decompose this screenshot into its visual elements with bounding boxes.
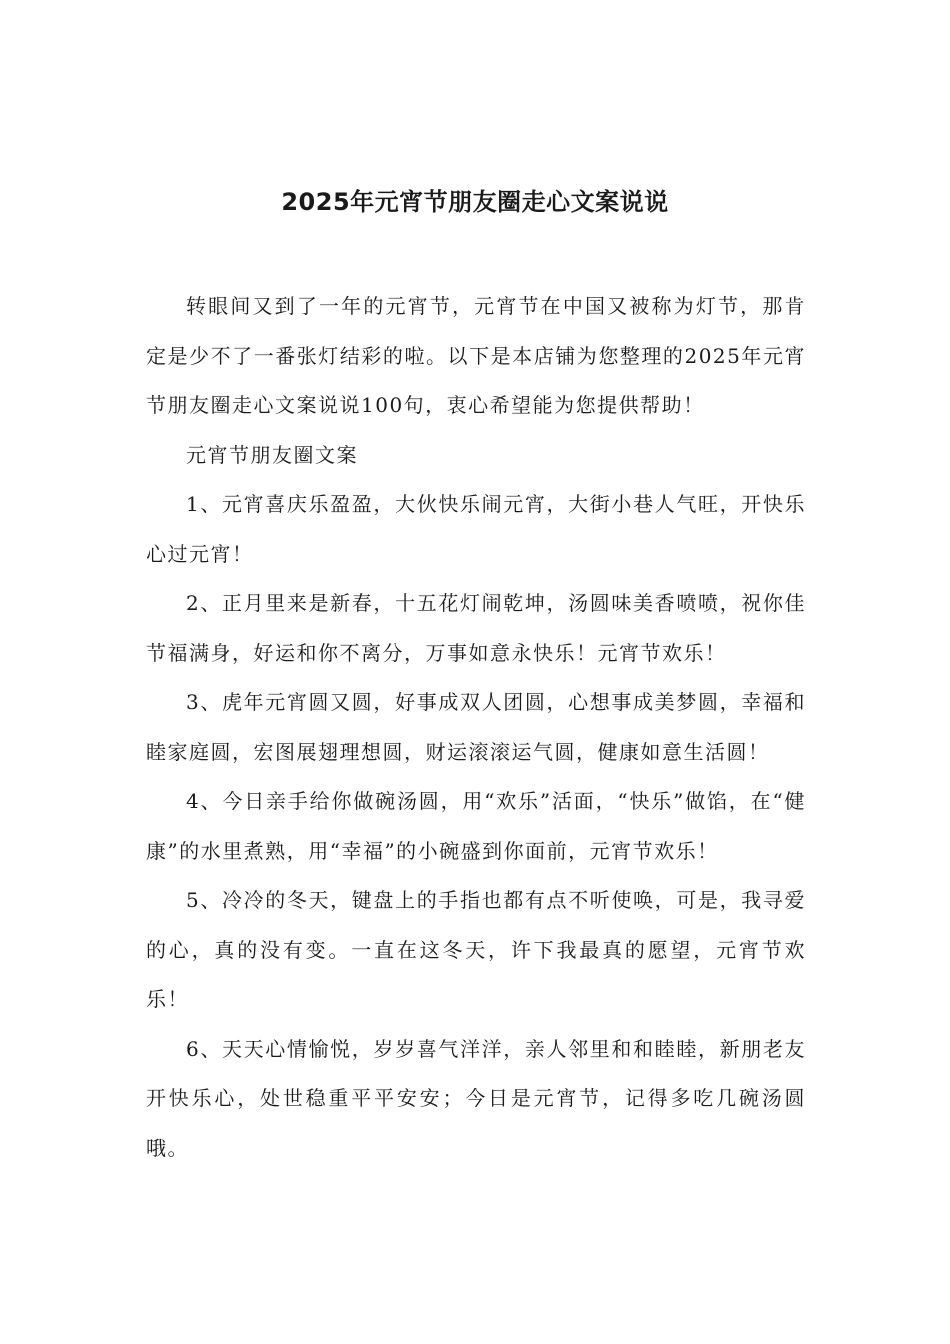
list-item: 2、正月里来是新春，十五花灯闹乾坤，汤圆味美香喷喷，祝你佳节福满身，好运和你不离分，万事如意永快乐！元宵节欢乐！ (146, 591, 806, 665)
document-title: 2025年元宵节朋友圈走心文案说说 (281, 188, 669, 216)
list-item: 6、天天心情愉悦，岁岁喜气洋洋，亲人邻里和和睦睦，新朋老友开快乐心，处世稳重平平安安；今日是元宵节，记得多吃几碗汤圆哦。 (146, 1036, 806, 1160)
list-item: 5、冷冷的冬天，键盘上的手指也都有点不听使唤，可是，我寻爱的心，真的没有变。一直在这冬天，许下我最真的愿望，元宵节欢乐！ (146, 888, 806, 1011)
list-item: 3、虎年元宵圆又圆，好事成双人团圆，心想事成美梦圆，幸福和睦家庭圆，宏图展翅理想圆，财运滚滚运气圆，健康如意生活圆！ (146, 690, 806, 764)
intro-paragraph: 转眼间又到了一年的元宵节，元宵节在中国又被称为灯节，那肯定是少不了一番张灯结彩的啦。以下是本店铺为您整理的2025年元宵节朋友圈走心文案说说100句，衷心希望能为您提供帮助！ (146, 294, 806, 417)
list-item: 1、元宵喜庆乐盈盈，大伙快乐闹元宵，大街小巷人气旺，开快乐心过元宵！ (146, 492, 806, 566)
document-body (146, 282, 806, 1173)
list-item: 4、今日亲手给你做碗汤圆，用“欢乐”活面，“快乐”做馅，在“健康”的水里煮熟，用“幸福”的小碗盛到你面前，元宵节欢乐！ (146, 789, 806, 863)
section-heading: 元宵节朋友圈文案 (186, 442, 358, 467)
